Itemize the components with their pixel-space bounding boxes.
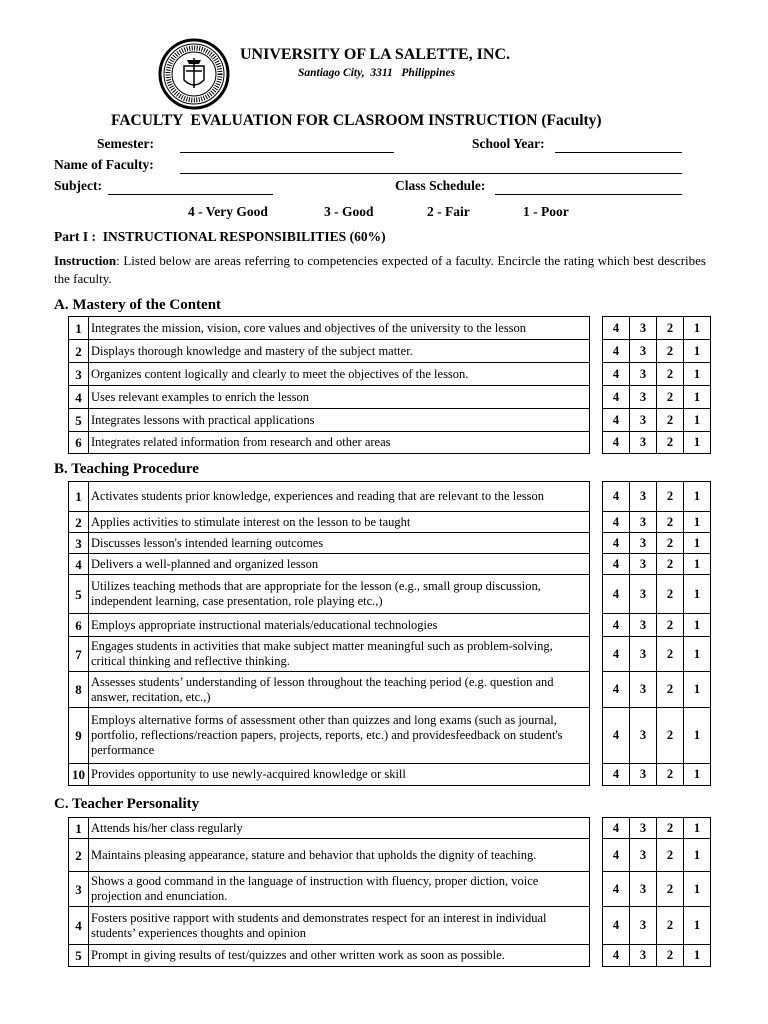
- rating-row: [603, 340, 711, 363]
- rating-option[interactable]: 1: [684, 512, 711, 533]
- rating-option[interactable]: 2: [657, 708, 684, 764]
- rating-option[interactable]: 1: [684, 637, 711, 672]
- rating-row: [603, 637, 711, 672]
- item-row: [69, 637, 590, 672]
- item-row: [69, 386, 590, 409]
- rating-option[interactable]: 2: [657, 363, 684, 386]
- rating-option[interactable]: 3: [630, 575, 657, 614]
- item-row: [69, 818, 590, 839]
- item-text: Shows a good command in the language of instruction with fluency, proper diction, voice projection and enunciation.: [89, 872, 590, 907]
- school-year-field[interactable]: [555, 138, 682, 153]
- section-c-title: C. Teacher Personality: [54, 796, 200, 812]
- item-text: Provides opportunity to use newly-acquired knowledge or skill: [89, 764, 590, 786]
- part1-title: Part I : INSTRUCTIONAL RESPONSIBILITIES (60%): [54, 229, 386, 244]
- semester-field[interactable]: [180, 138, 394, 153]
- scale-good: 3 - Good: [324, 204, 374, 219]
- item-number: 3: [69, 872, 89, 907]
- item-number: 5: [69, 575, 89, 614]
- item-text: Integrates the mission, vision, core values and objectives of the university to the lesson: [89, 317, 590, 340]
- item-text: Employs alternative forms of assessment other than quizzes and long exams (such as journal, portfolio, reflections/reaction papers, projects, reports, etc.) and providesfeedback on student's performance: [89, 708, 590, 764]
- rating-row: [603, 907, 711, 945]
- item-number: 5: [69, 409, 89, 432]
- rating-option[interactable]: 3: [630, 340, 657, 363]
- item-row: [69, 340, 590, 363]
- rating-option[interactable]: 2: [657, 907, 684, 945]
- rating-option[interactable]: 1: [684, 482, 711, 512]
- rating-option[interactable]: 3: [630, 764, 657, 786]
- rating-option[interactable]: 1: [684, 409, 711, 432]
- rating-option[interactable]: 3: [630, 839, 657, 872]
- rating-option[interactable]: 1: [684, 945, 711, 967]
- rating-option[interactable]: 3: [630, 872, 657, 907]
- item-row: [69, 575, 590, 614]
- rating-option[interactable]: 4: [603, 554, 630, 575]
- item-row: [69, 482, 590, 512]
- rating-option[interactable]: 2: [657, 432, 684, 454]
- section-a-title: A. Mastery of the Content: [54, 297, 222, 313]
- university-location: Santiago City, 3311 Philippines: [298, 67, 456, 79]
- rating-option[interactable]: 1: [684, 317, 711, 340]
- rating-option[interactable]: 3: [630, 409, 657, 432]
- subject-field[interactable]: [108, 180, 273, 195]
- rating-option[interactable]: 4: [603, 907, 630, 945]
- item-row: [69, 614, 590, 637]
- rating-option[interactable]: 4: [603, 432, 630, 454]
- item-number: 2: [69, 512, 89, 533]
- rating-option[interactable]: 4: [603, 533, 630, 554]
- rating-option[interactable]: 4: [603, 317, 630, 340]
- item-text: Integrates lessons with practical applications: [89, 409, 590, 432]
- scale-poor: 1 - Poor: [523, 204, 569, 219]
- rating-option[interactable]: 3: [630, 432, 657, 454]
- rating-option[interactable]: 2: [657, 818, 684, 839]
- item-number: 3: [69, 363, 89, 386]
- rating-option[interactable]: 4: [603, 512, 630, 533]
- rating-option[interactable]: 1: [684, 575, 711, 614]
- item-row: [69, 839, 590, 872]
- rating-option[interactable]: 4: [603, 637, 630, 672]
- rating-row: [603, 575, 711, 614]
- instruction-label: Instruction: [54, 253, 117, 268]
- rating-option[interactable]: 4: [603, 340, 630, 363]
- rating-option[interactable]: 4: [603, 945, 630, 967]
- rating-option[interactable]: 1: [684, 432, 711, 454]
- rating-option[interactable]: 3: [630, 317, 657, 340]
- rating-option[interactable]: 3: [630, 945, 657, 967]
- rating-option[interactable]: 1: [684, 363, 711, 386]
- rating-option[interactable]: 4: [603, 363, 630, 386]
- section-b-title: B. Teaching Procedure: [54, 461, 199, 477]
- item-text: Maintains pleasing appearance, stature and behavior that upholds the dignity of teaching.: [89, 839, 590, 872]
- rating-option[interactable]: 3: [630, 907, 657, 945]
- form-title: FACULTY EVALUATION FOR CLASROOM INSTRUCTION (Faculty): [111, 112, 602, 129]
- rating-option[interactable]: 1: [684, 533, 711, 554]
- rating-row: [603, 317, 711, 340]
- instruction-paragraph: [54, 252, 706, 288]
- rating-row: [603, 614, 711, 637]
- rating-option[interactable]: 4: [603, 614, 630, 637]
- rating-option[interactable]: 2: [657, 409, 684, 432]
- rating-option[interactable]: 2: [657, 386, 684, 409]
- rating-row: [603, 708, 711, 764]
- rating-table: [602, 316, 711, 454]
- rating-option[interactable]: 4: [603, 872, 630, 907]
- rating-option[interactable]: 2: [657, 533, 684, 554]
- item-row: [69, 409, 590, 432]
- rating-row: [603, 872, 711, 907]
- item-number: 1: [69, 482, 89, 512]
- rating-row: [603, 533, 711, 554]
- item-text: Integrates related information from research and other areas: [89, 432, 590, 454]
- item-number: 8: [69, 672, 89, 708]
- rating-option[interactable]: 4: [603, 672, 630, 708]
- school-year-label: School Year:: [472, 136, 545, 151]
- item-row: [69, 554, 590, 575]
- item-text: Engages students in activities that make subject matter meaningful such as problem-solving, critical thinking and reflective thinking.: [89, 637, 590, 672]
- rating-option[interactable]: 3: [630, 386, 657, 409]
- rating-option[interactable]: 1: [684, 907, 711, 945]
- item-text: Activates students prior knowledge, experiences and reading that are relevant to the lesson: [89, 482, 590, 512]
- rating-option[interactable]: 4: [603, 482, 630, 512]
- section-table: [68, 316, 590, 454]
- rating-option[interactable]: 2: [657, 764, 684, 786]
- rating-option[interactable]: 3: [630, 708, 657, 764]
- subject-label: Subject:: [54, 178, 102, 193]
- item-text: Discusses lesson's intended learning outcomes: [89, 533, 590, 554]
- rating-row: [603, 945, 711, 967]
- item-text: Utilizes teaching methods that are appropriate for the lesson (e.g., small group discussion, independent learning, case presentation, role playing etc.,): [89, 575, 590, 614]
- rating-option[interactable]: 4: [603, 386, 630, 409]
- item-number: 6: [69, 614, 89, 637]
- rating-row: [603, 818, 711, 839]
- item-number: 9: [69, 708, 89, 764]
- rating-option[interactable]: 1: [684, 839, 711, 872]
- rating-option[interactable]: 1: [684, 818, 711, 839]
- rating-row: [603, 672, 711, 708]
- rating-option[interactable]: 1: [684, 672, 711, 708]
- item-number: 3: [69, 533, 89, 554]
- item-number: 5: [69, 945, 89, 967]
- item-row: [69, 533, 590, 554]
- item-text: Assesses students’ understanding of lesson throughout the teaching period (e.g. question and answer, recitation, etc.,): [89, 672, 590, 708]
- rating-option[interactable]: 2: [657, 637, 684, 672]
- rating-option[interactable]: 1: [684, 872, 711, 907]
- item-number: 4: [69, 554, 89, 575]
- item-number: 2: [69, 839, 89, 872]
- rating-row: [603, 512, 711, 533]
- rating-option[interactable]: 1: [684, 340, 711, 363]
- rating-option[interactable]: 2: [657, 839, 684, 872]
- item-text: Fosters positive rapport with students and demonstrates respect for an interest in individual students’ experiences thoughts and opinion: [89, 907, 590, 945]
- item-text: Prompt in giving results of test/quizzes and other written work as soon as possible.: [89, 945, 590, 967]
- rating-option[interactable]: 2: [657, 482, 684, 512]
- rating-option[interactable]: 3: [630, 533, 657, 554]
- rating-option[interactable]: 3: [630, 363, 657, 386]
- item-text: Delivers a well-planned and organized lesson: [89, 554, 590, 575]
- rating-option[interactable]: 4: [603, 575, 630, 614]
- rating-option[interactable]: 2: [657, 945, 684, 967]
- item-text: Attends his/her class regularly: [89, 818, 590, 839]
- item-number: 4: [69, 386, 89, 409]
- item-number: 7: [69, 637, 89, 672]
- class-schedule-label: Class Schedule:: [395, 178, 486, 193]
- rating-table: [602, 817, 711, 967]
- rating-option[interactable]: 1: [684, 764, 711, 786]
- item-row: [69, 363, 590, 386]
- item-number: 6: [69, 432, 89, 454]
- rating-option[interactable]: 2: [657, 872, 684, 907]
- rating-option[interactable]: 3: [630, 818, 657, 839]
- rating-table: [602, 481, 711, 786]
- item-text: Displays thorough knowledge and mastery of the subject matter.: [89, 340, 590, 363]
- item-text: Uses relevant examples to enrich the lesson: [89, 386, 590, 409]
- item-row: [69, 317, 590, 340]
- university-name: UNIVERSITY OF LA SALETTE, INC.: [240, 46, 510, 63]
- scale-fair: 2 - Fair: [427, 204, 470, 219]
- faculty-name-label: Name of Faculty:: [54, 157, 154, 172]
- item-text: Applies activities to stimulate interest on the lesson to be taught: [89, 512, 590, 533]
- item-row: [69, 764, 590, 786]
- rating-row: [603, 482, 711, 512]
- rating-row: [603, 363, 711, 386]
- item-number: 1: [69, 818, 89, 839]
- rating-option[interactable]: 3: [630, 482, 657, 512]
- rating-option[interactable]: 1: [684, 386, 711, 409]
- item-row: [69, 907, 590, 945]
- rating-row: [603, 839, 711, 872]
- rating-option[interactable]: 3: [630, 554, 657, 575]
- rating-option[interactable]: 2: [657, 340, 684, 363]
- item-text: Employs appropriate instructional materials/educational technologies: [89, 614, 590, 637]
- university-seal-logo: [158, 38, 230, 110]
- item-row: [69, 872, 590, 907]
- rating-option[interactable]: 2: [657, 512, 684, 533]
- rating-row: [603, 432, 711, 454]
- rating-option[interactable]: 1: [684, 708, 711, 764]
- section-table: [68, 481, 590, 786]
- item-number: 4: [69, 907, 89, 945]
- rating-option[interactable]: 4: [603, 708, 630, 764]
- item-row: [69, 432, 590, 454]
- instruction-text: : Listed below are areas referring to competencies expected of a faculty. Encircle the rating which best describes the faculty.: [54, 253, 706, 286]
- item-number: 10: [69, 764, 89, 786]
- rating-option[interactable]: 1: [684, 614, 711, 637]
- rating-row: [603, 386, 711, 409]
- section-table: [68, 817, 590, 967]
- item-row: [69, 512, 590, 533]
- rating-option[interactable]: 4: [603, 409, 630, 432]
- rating-row: [603, 764, 711, 786]
- rating-option[interactable]: 3: [630, 672, 657, 708]
- rating-option[interactable]: 4: [603, 818, 630, 839]
- item-row: [69, 945, 590, 967]
- rating-option[interactable]: 3: [630, 637, 657, 672]
- rating-option[interactable]: 2: [657, 554, 684, 575]
- rating-option[interactable]: 1: [684, 554, 711, 575]
- rating-option[interactable]: 2: [657, 575, 684, 614]
- rating-option[interactable]: 3: [630, 512, 657, 533]
- faculty-name-field[interactable]: [180, 159, 682, 174]
- item-row: [69, 708, 590, 764]
- rating-option[interactable]: 2: [657, 672, 684, 708]
- item-text: Organizes content logically and clearly to meet the objectives of the lesson.: [89, 363, 590, 386]
- item-number: 2: [69, 340, 89, 363]
- item-number: 1: [69, 317, 89, 340]
- semester-label: Semester:: [97, 136, 154, 151]
- rating-option[interactable]: 4: [603, 839, 630, 872]
- rating-row: [603, 554, 711, 575]
- rating-option[interactable]: 3: [630, 614, 657, 637]
- rating-option[interactable]: 2: [657, 317, 684, 340]
- rating-option[interactable]: 2: [657, 614, 684, 637]
- scale-very-good: 4 - Very Good: [188, 204, 268, 219]
- rating-row: [603, 409, 711, 432]
- rating-option[interactable]: 4: [603, 764, 630, 786]
- class-schedule-field[interactable]: [495, 180, 682, 195]
- item-row: [69, 672, 590, 708]
